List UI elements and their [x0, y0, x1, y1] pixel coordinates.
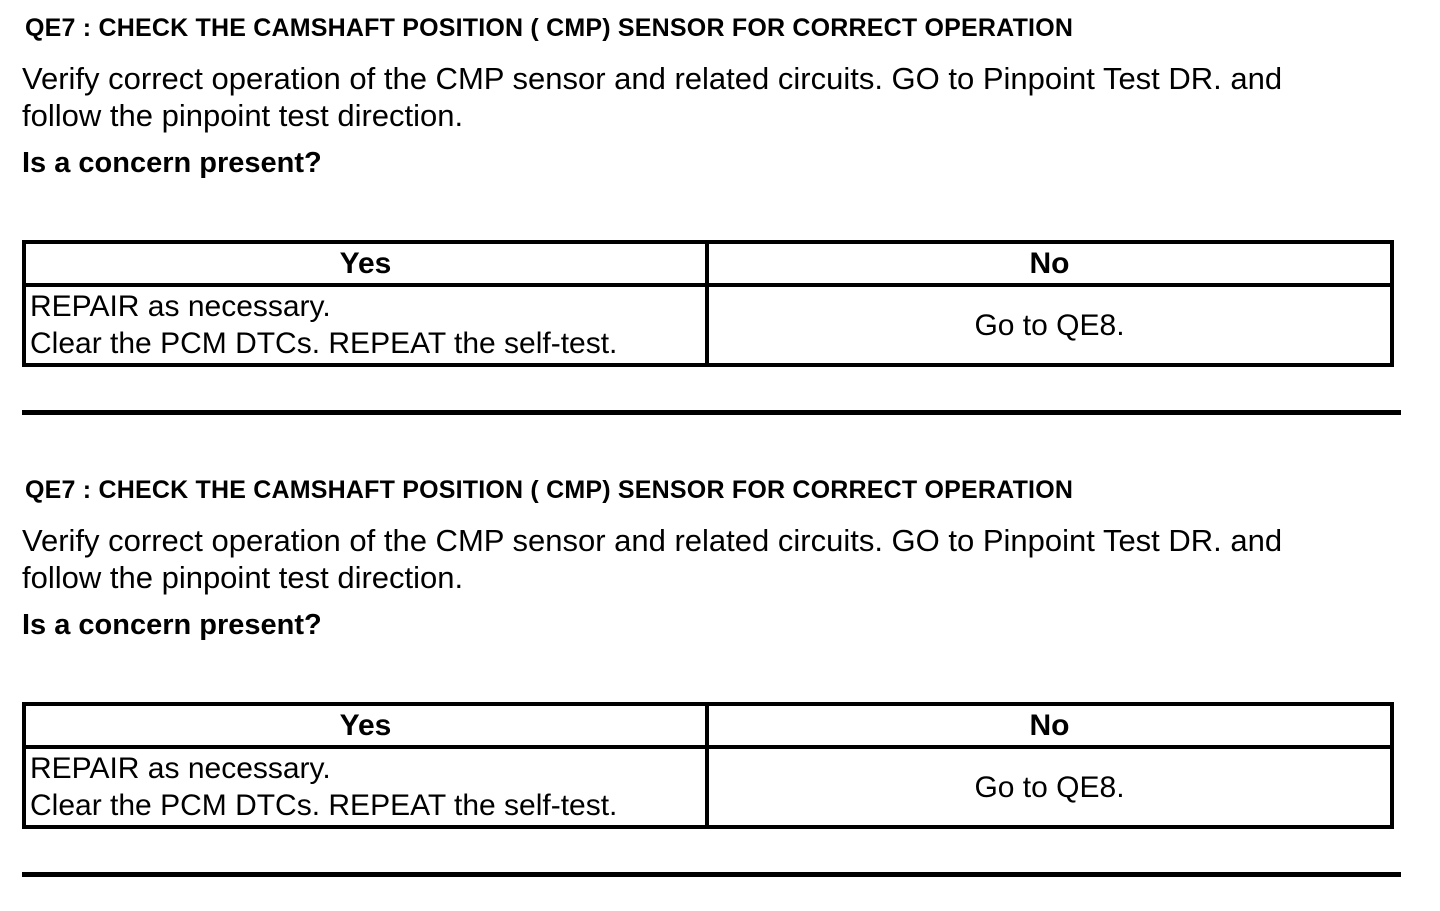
- answer-table-header-row: [24, 704, 1392, 747]
- step-title: QE7 : CHECK THE CAMSHAFT POSITION ( CMP) SENSOR FOR CORRECT OPERATION: [25, 14, 1074, 42]
- test-step-section: [0, 0, 1440, 449]
- section-divider: [22, 872, 1401, 877]
- answer-table-row: [24, 285, 1392, 365]
- yes-action-line: Clear the PCM DTCs. REPEAT the self-test.: [30, 789, 618, 822]
- step-question: Is a concern present?: [22, 609, 322, 641]
- step-question: Is a concern present?: [22, 147, 322, 179]
- yes-action-line: REPAIR as necessary.: [30, 752, 331, 785]
- yes-action-line: Clear the PCM DTCs. REPEAT the self-test.: [30, 327, 618, 360]
- yes-action-cell: [24, 747, 707, 827]
- test-step-section: [0, 462, 1440, 911]
- step-description: [22, 60, 1412, 134]
- description-line: Verify correct operation of the CMP sensor and related circuits. GO to Pinpoint Test DR. and: [22, 61, 1283, 96]
- description-line: follow the pinpoint test direction.: [22, 98, 464, 133]
- answer-table: [22, 240, 1394, 367]
- step-title: QE7 : CHECK THE CAMSHAFT POSITION ( CMP) SENSOR FOR CORRECT OPERATION: [25, 476, 1074, 504]
- yes-action-cell: [24, 285, 707, 365]
- description-line: Verify correct operation of the CMP sensor and related circuits. GO to Pinpoint Test DR. and: [22, 523, 1283, 558]
- yes-header: Yes: [24, 242, 707, 285]
- no-action-cell: Go to QE8.: [707, 747, 1392, 827]
- no-header: No: [707, 704, 1392, 747]
- section-divider: [22, 410, 1401, 415]
- description-line: follow the pinpoint test direction.: [22, 560, 464, 595]
- yes-action-line: REPAIR as necessary.: [30, 290, 331, 323]
- answer-table: [22, 702, 1394, 829]
- no-header: No: [707, 242, 1392, 285]
- yes-header: Yes: [24, 704, 707, 747]
- no-action-cell: Go to QE8.: [707, 285, 1392, 365]
- answer-table-row: [24, 747, 1392, 827]
- answer-table-header-row: [24, 242, 1392, 285]
- step-description: [22, 522, 1412, 596]
